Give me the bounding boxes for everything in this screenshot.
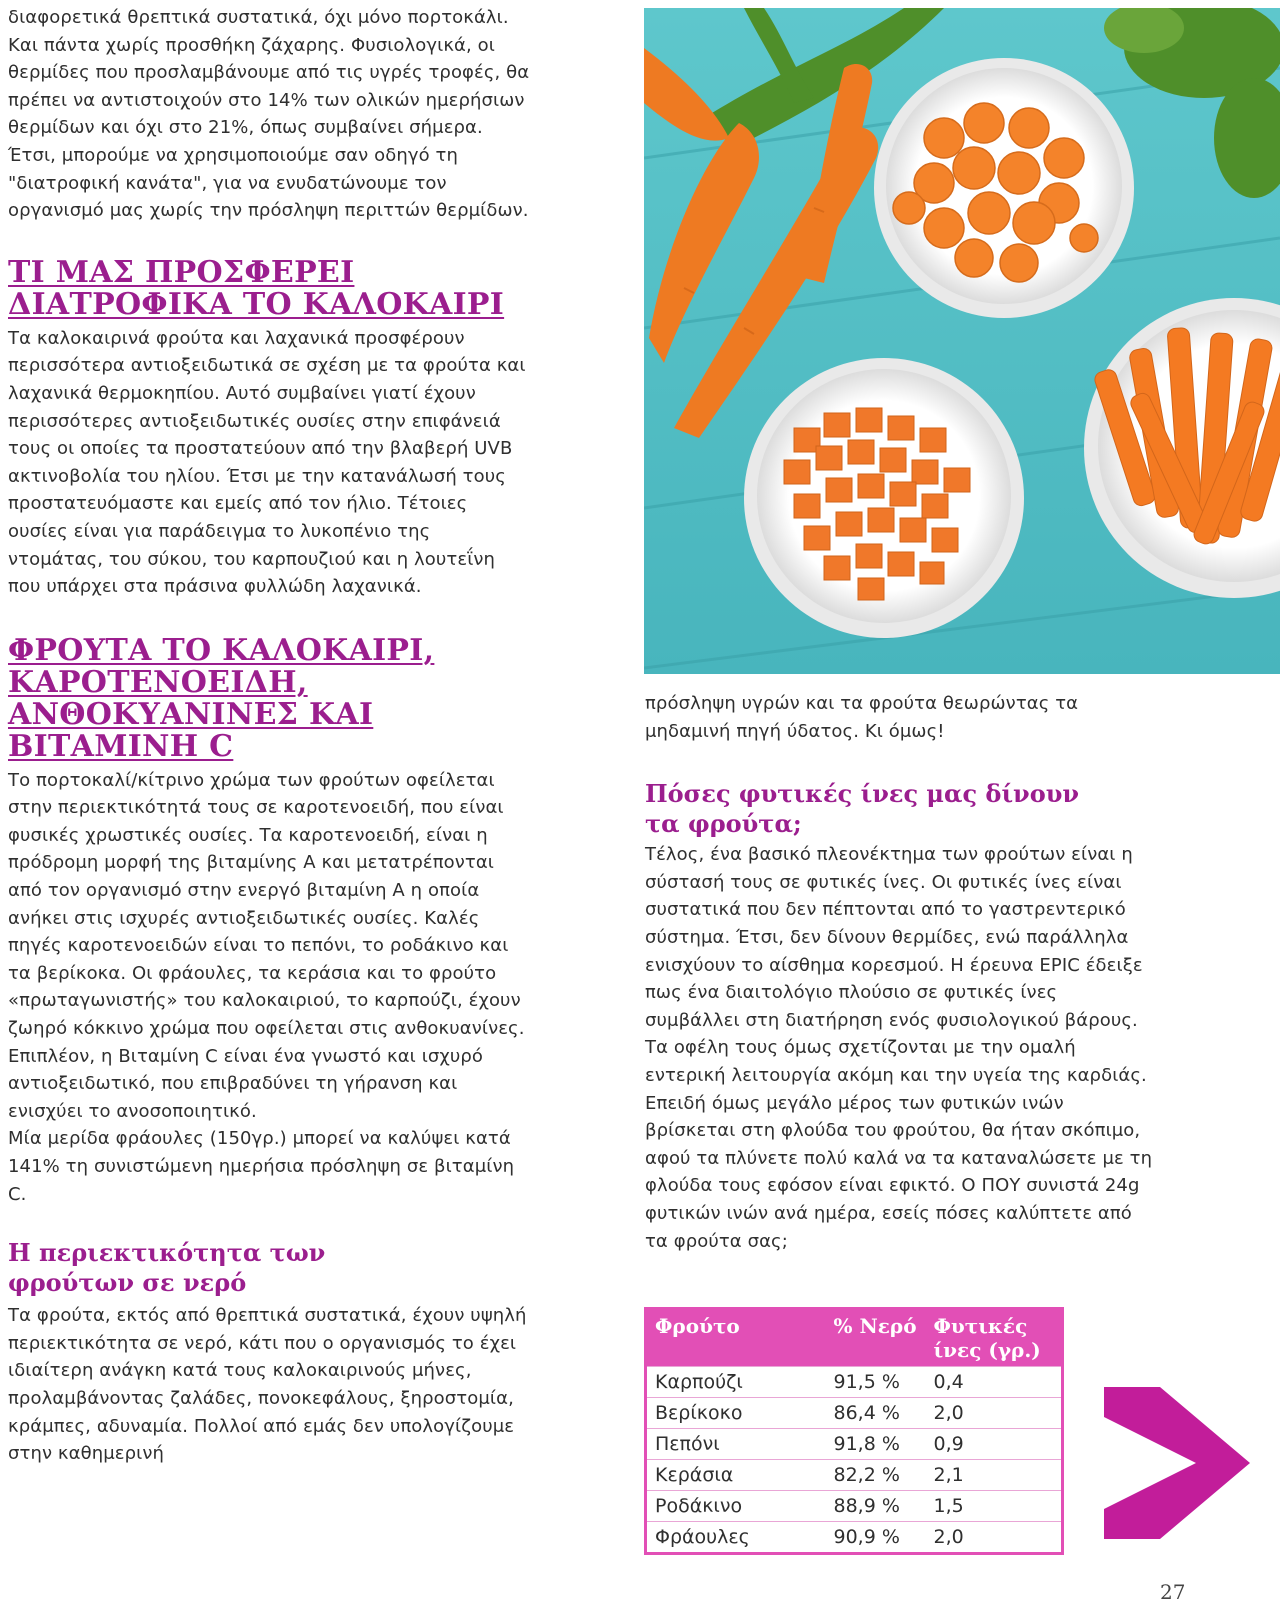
cell-water: 91,8 % (826, 1429, 926, 1460)
cell-water: 82,2 % (826, 1460, 926, 1491)
carotenoids-paragraph-3: Μία μερίδα φράουλες (150γρ.) μπορεί να καλύψει κατά 141% τη συνιστώμενη ημερήσια πρόσληψη σε βιταμίνη C. (8, 1128, 515, 1205)
cell-water: 88,9 % (826, 1491, 926, 1522)
cell-fruit: Ροδάκινο (646, 1491, 826, 1522)
cell-water: 91,5 % (826, 1367, 926, 1398)
cell-fruit: Βερίκοκο (646, 1398, 826, 1429)
cell-fiber: 0,4 (926, 1367, 1063, 1398)
page-number: 27 (1160, 1580, 1186, 1604)
table-header-row (646, 1309, 1063, 1367)
table-row (646, 1491, 1063, 1522)
cell-fruit: Καρπούζι (646, 1367, 826, 1398)
section-heading-carotenoids: ΦΡΟΥΤΑ ΤΟ ΚΑΛΟΚΑΙΡΙ, ΚΑΡΟΤΕΝΟΕΙΔΗ, ΑΝΘΟΚΥΑΝΙΝΕΣ ΚΑΙ ΒΙΤΑΜΙΝΗ C (8, 632, 435, 764)
section-heading-water-content: Η περιεκτικότητα των φρούτων σε νερό (8, 1238, 326, 1298)
cell-fruit: Πεπόνι (646, 1429, 826, 1460)
table-row (646, 1367, 1063, 1398)
section-heading-fiber: Πόσες φυτικές ίνες μας δίνουν τα φρούτα; (645, 779, 1080, 839)
cell-fiber: 0,9 (926, 1429, 1063, 1460)
cell-fruit: Φράουλες (646, 1522, 826, 1554)
table-row (646, 1522, 1063, 1554)
summer-nutrition-paragraph: Τα καλοκαιρινά φρούτα και λαχανικά προσφέρουν περισσότερα αντιοξειδωτικά σε σχέση με τα φρούτα και λαχανικά θερμοκηπίου. Αυτό συμβαίνει γιατί έχουν περισσότερες αντιοξειδωτικές ουσίες στην επιφάνειά τους οι οποίες τα προστατεύουν από την βλαβερή UVB ακτινοβολία του ηλίου. Έτσι με την κατανάλωσή τους προστατευόμαστε και εμείς από τον ήλιο. Τέτοιες ουσίες είναι για παράδειγμα το λυκοπένιο της ντομάτας, του σύκου, του καρπουζιού και η λουτεΐνη που υπάρχει στα πράσινα φυλλώδη λαχανικά. (8, 327, 526, 598)
carrots-photo (644, 8, 1280, 674)
cell-water: 90,9 % (826, 1522, 926, 1554)
fruit-water-fiber-table (644, 1307, 1064, 1555)
left-column (8, 0, 530, 1468)
section-heading-summer-nutrition: ΤΙ ΜΑΣ ΠΡΟΣΦΕΡΕΙ ΔΙΑΤΡΟΦΙΚΑ ΤΟ ΚΑΛΟΚΑΙΡΙ (8, 254, 505, 322)
header-fruit: Φρούτο (646, 1309, 826, 1367)
right-column (645, 690, 1157, 1255)
cell-fiber: 1,5 (926, 1491, 1063, 1522)
cell-fruit: Κεράσια (646, 1460, 826, 1491)
table-row (646, 1460, 1063, 1491)
intro-paragraph: διαφορετικά θρεπτικά συστατικά, όχι μόνο πορτοκάλι. Και πάντα χωρίς προσθήκη ζάχαρης. Φυσιολογικά, οι θερμίδες που προσλαμβάνουμε από τις υγρές τροφές, θα πρέπει να αντιστοιχούν στο 14% των ολικών ημερήσιων θερμίδων και όχι στο 21%, όπως συμβαίνει σήμερα. Έτσι, μπορούμε να χρησιμοποιούμε σαν οδηγό τη "διατροφική κανάτα", για να ενυδατώνουμε τον οργανισμό μας χωρίς την πρόσληψη περιττών θερμίδων. (8, 7, 530, 222)
carotenoids-paragraph-1: Το πορτοκαλί/κίτρινο χρώμα των φρούτων οφείλεται στην περιεκτικότητά τους σε καροτενοειδή, που είναι φυσικές χρωστικές ουσίες. Τα καροτενοειδή, είναι η πρόδρομη μορφή της βιταμίνης Α και μετατρέπονται από τον οργανισμό στην ενεργό βιταμίνη Α η οποία ανήκει στις ισχυρές αντιοξειδωτικές ουσίες. Καλές πηγές καροτενοειδών είναι το πεπόνι, το ροδάκινο και τα βερίκοκα. Οι φράουλες, τα κεράσια και το φρούτο «πρωταγωνιστής» του καλοκαιριού, το καρπούζι, έχουν ζωηρό κόκκινο χρώμα που οφείλεται στις ανθοκυανίνες. (8, 769, 525, 1040)
fiber-paragraph-1: Τέλος, ένα βασικό πλεονέκτημα των φρούτων είναι η σύστασή τους σε φυτικές ίνες. Οι φυτικές ίνες είναι συστατικά που δεν πέπτονται από το γαστρεντερικό σύστημα. Έτσι, δεν δίνουν θερμίδες, ενώ παράλληλα ενισχύουν το αίσθημα κορεσμού. Η έρευνα EPIC έδειξε πως ένα διαιτολόγιο πλούσιο σε φυτικές ίνες συμβάλλει στη διατήρηση ενός φυσιολογικού βάρους. (645, 844, 1143, 1031)
cell-fiber: 2,0 (926, 1522, 1063, 1554)
cell-fiber: 2,0 (926, 1398, 1063, 1429)
header-fiber: Φυτικές ίνες (γρ.) (926, 1309, 1063, 1367)
cell-fiber: 2,1 (926, 1460, 1063, 1491)
carotenoids-paragraph-2: Επιπλέον, η Βιταμίνη C είναι ένα γνωστό και ισχυρό αντιοξειδωτικό, που επιβραδύνει τη γήρανση και ενισχύει το ανοσοποιητικό. (8, 1045, 484, 1122)
table-row (646, 1429, 1063, 1460)
fiber-paragraph-2: Τα οφέλη τους όμως σχετίζονται με την ομαλή εντερική λειτουργία ακόμη και την υγεία της καρδιάς. Επειδή όμως μεγάλο μέρος των φυτικών ινών βρίσκεται στη φλούδα του φρούτου, θα ήταν σκόπιμο, αφού τα πλύνετε πολύ καλά να τα καταναλώσετε με τη φλούδα τους εφόσον είναι εφικτό. Ο ΠΟΥ συνιστά 24g φυτικών ινών ανά ημέρα, εσείς πόσες καλύπτετε από τα φρούτα σας; (645, 1037, 1153, 1252)
water-content-paragraph: Τα φρούτα, εκτός από θρεπτικά συστατικά, έχουν υψηλή περιεκτικότητα σε νερό, κάτι που ο οργανισμός το έχει ιδιαίτερη ανάγκη κατά τους καλοκαιρινούς μήνες, προλαμβάνοντας ζαλάδες, πονοκεφάλους, ξηροστομία, κράμπες, αδυναμία. Πολλοί από εμάς δεν υπολογίζουμε στην καθημερινή (8, 1305, 527, 1465)
chevron-right-icon (1100, 1383, 1260, 1543)
water-content-continued: πρόσληψη υγρών και τα φρούτα θεωρώντας τα μηδαμινή πηγή ύδατος. Κι όμως! (645, 693, 1079, 742)
cell-water: 86,4 % (826, 1398, 926, 1429)
header-water: % Νερό (826, 1309, 926, 1367)
table-row (646, 1398, 1063, 1429)
